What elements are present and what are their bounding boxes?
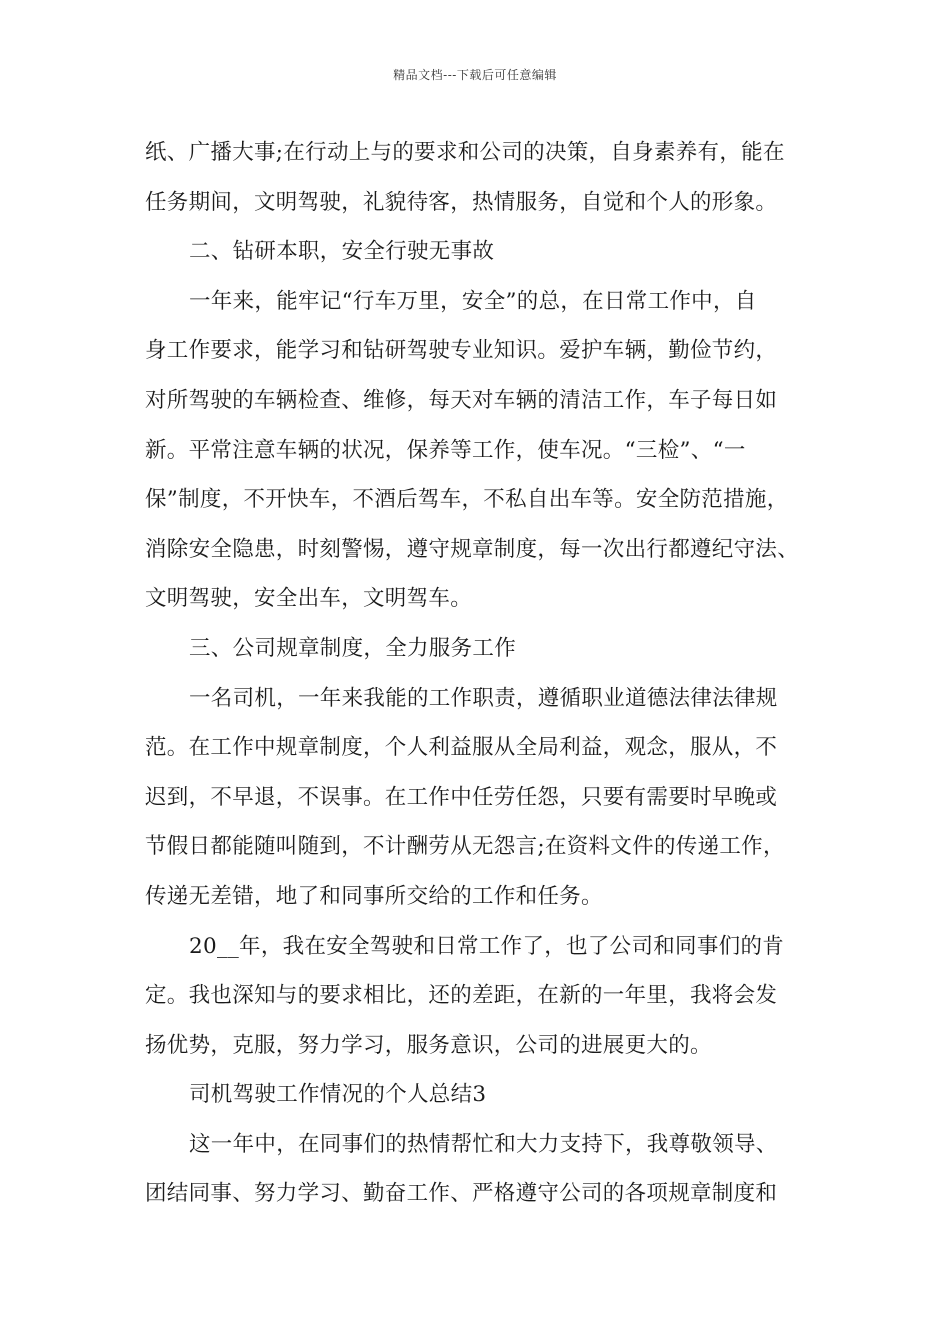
text-line: 迟到，不早退，不误事。在工作中任劳任怨，只要有需要时早晚或 [145, 784, 778, 810]
text-line: 传递无差错，地了和同事所交给的工作和任务。 [145, 883, 603, 909]
text-line: 这一年中，在同事们的热情帮忙和大力支持下，我尊敬领导、 [189, 1131, 778, 1157]
text-line: 一年来，能牢记“行车万里，安全”的总，在日常工作中，自 [189, 288, 757, 314]
text-line: 文明驾驶，安全出车，文明驾车。 [145, 586, 473, 612]
text-line: 任务期间，文明驾驶，礼貌待客，热情服务，自觉和个人的形象。 [145, 189, 778, 215]
text-line: 定。我也深知与的要求相比，还的差距，在新的一年里，我将会发 [145, 983, 778, 1009]
page-header: 精品文档---下载后可任意编辑 [393, 68, 557, 82]
text-line: 消除安全隐患，时刻警惕，遵守规章制度，每一次出行都遵纪守法、 [145, 536, 800, 562]
section-heading: 司机驾驶工作情况的个人总结3 [189, 1082, 487, 1108]
text-line: 纸、广播大事;在行动上与的要求和公司的决策，自身素养有，能在 [145, 140, 785, 165]
text-line: 扬优势，克服，努力学习，服务意识，公司的进展更大的。 [145, 1032, 712, 1058]
text-line: 新。平常注意车辆的状况，保养等工作，使车况。“三检”、“一 [145, 437, 746, 463]
document-body [145, 128, 825, 1219]
text-line: 20__年，我在安全驾驶和日常工作了，也了公司和同事们的肯 [189, 933, 785, 959]
text-line: 对所驾驶的车辆检查、维修，每天对车辆的清洁工作，车子每日如 [145, 387, 778, 413]
text-line: 保”制度，不开快车，不酒后驾车，不私自出车等。安全防范措施， [145, 487, 789, 513]
section-heading: 二、钻研本职，安全行驶无事故 [189, 239, 495, 265]
text-line: 身工作要求，能学习和钻研驾驶专业知识。爱护车辆，勤俭节约， [145, 338, 778, 364]
section-heading: 三、公司规章制度，全力服务工作 [189, 635, 517, 661]
text-line: 范。在工作中规章制度，个人利益服从全局利益，观念，服从，不 [145, 735, 778, 761]
text-line: 一名司机，一年来我能的工作职责，遵循职业道德法律法律规 [189, 685, 778, 711]
text-line: 团结同事、努力学习、勤奋工作、严格遵守公司的各项规章制度和 [145, 1181, 778, 1207]
text-line: 节假日都能随叫随到，不计酬劳从无怨言;在资料文件的传递工作， [145, 834, 785, 860]
